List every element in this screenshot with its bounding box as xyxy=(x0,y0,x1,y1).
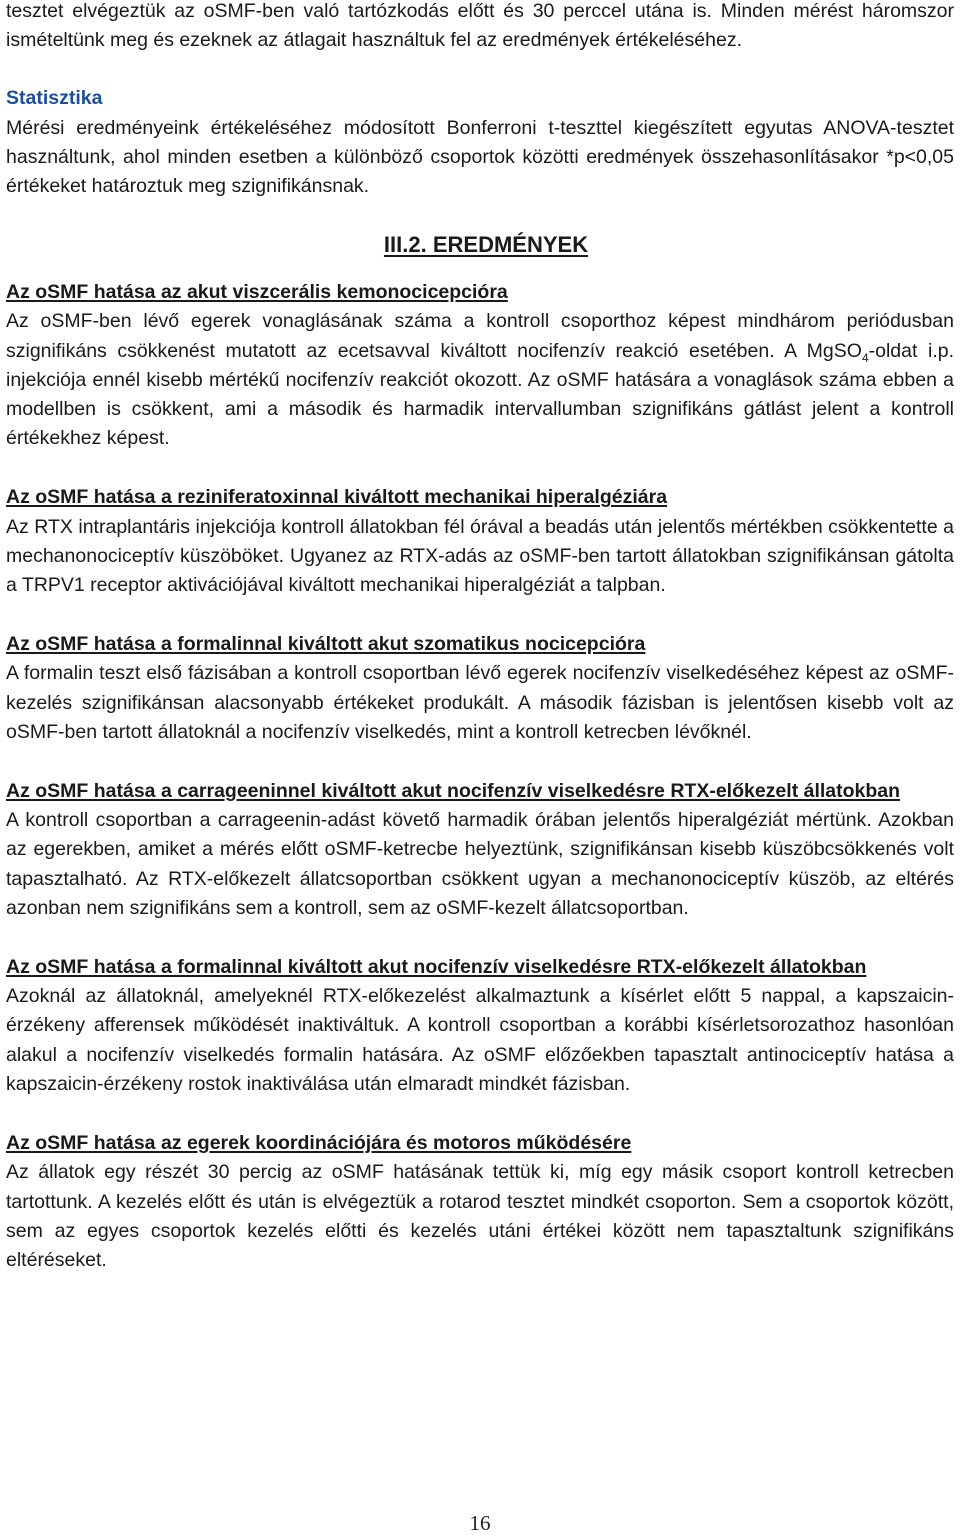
section-paragraph: A formalin teszt első fázisában a kontroll csoportban lévő egerek nocifenzív viselkedéséhez képest az oSMF-kezelés szignifikánsan alacsonyabb értékeket produkált. A második fázisban is jelentősen kisebb volt az oSMF-ben tartott állatoknál a nocifenzív viselkedés, mint a kontroll ketrecben lévőknél. xyxy=(6,662,954,743)
intro-paragraph: tesztet elvégeztük az oSMF-ben való tartózkodás előtt és 30 perccel utána is. Minden mérést háromszor ismételtünk meg és ezeknek az átlagait használtuk fel az eredmények értékeléséhez. xyxy=(6,0,954,52)
section-title-text: III.2. EREDMÉNYEK xyxy=(383,232,589,258)
page-content xyxy=(6,0,954,1305)
section-heading: Az oSMF hatása az egerek koordinációjára és motoros működésére xyxy=(6,1132,632,1155)
section-paragraph: A kontroll csoportban a carrageenin-adást követő harmadik órában jelentős hiperalgéziát mértünk. Azokban az egerekben, amiket a mérés előtt oSMF-ketrecbe helyeztünk, szignifikánsan kisebb küszöbcsökkenés volt tapasztalható. Az RTX-előkezelt állatcsoportban csökkent ugyan a mechanonociceptív küszöb, az eltérés azonban nem szignifikáns sem a kontroll, sem az oSMF-kezelt állatcsoportban. xyxy=(6,809,954,919)
section-visceral-chemonociception xyxy=(6,278,954,453)
section-heading: Az oSMF hatása a reziniferatoxinnal kiváltott mechanikai hiperalgéziára xyxy=(6,486,668,509)
page-number: 16 xyxy=(469,1511,491,1535)
section-paragraph: Az állatok egy részét 30 percig az oSMF hatásának tettük ki, míg egy másik csoport kontroll ketrecben tartottunk. A kezelés előtt és után is elvégeztük a rotarod tesztet mindkét csoporton. Sem a csoportok között, sem az egyes csoportok kezelés előtti és kezelés utáni értékei között nem tapasztaltunk szignifikáns eltéréseket. xyxy=(6,1161,954,1271)
section-rtx-mechanical-hyperalgesia xyxy=(6,483,954,600)
section-heading: Az oSMF hatása a formalinnal kiváltott akut szomatikus nocicepcióra xyxy=(6,633,646,656)
statistics-heading: Statisztika xyxy=(6,87,103,110)
subscript-4: 4 xyxy=(861,350,869,365)
section-heading: Az oSMF hatása a formalinnal kiváltott akut nocifenzív viselkedésre RTX-előkezelt állatokban xyxy=(6,956,867,979)
paragraph-text-part: -oldat i.p. injekciója ennél kisebb mértékű nocifenzív reakciót okozott. Az oSMF hatására a vonaglások száma ebben a modellben is csökkent, ami a második és harmadik intervallumban szignifikáns gátlást jelent a kontroll értékekhez képest. xyxy=(6,339,955,450)
section-formalin-rtx-pretreated xyxy=(6,953,954,1099)
section-paragraph: Az RTX intraplantáris injekciója kontroll állatokban fél órával a beadás után jelentős mértékben csökkentette a mechanonociceptív küszöböket. Ugyanez az RTX-adás az oSMF-ben tartott állatokban szignifikánsan gátolta a TRPV1 receptor aktivációjával kiváltott mechanikai hiperalgéziát a talpban. xyxy=(6,515,954,597)
section-heading: Az oSMF hatása a carrageeninnel kiváltott akut nocifenzív viselkedésre RTX-előkezelt állatokban xyxy=(6,780,901,803)
section-title xyxy=(6,230,954,260)
section-paragraph xyxy=(6,307,954,453)
section-motor-coordination xyxy=(6,1129,954,1275)
section-formalin-somatic-nociception xyxy=(6,630,954,747)
section-carrageenin-rtx-pretreated xyxy=(6,777,954,923)
statistics-block xyxy=(6,84,954,201)
section-paragraph: Azoknál az állatoknál, amelyeknél RTX-előkezelést alkalmaztunk a kísérlet előtt 5 nappal, a kapszaicin-érzékeny afferensek működését inaktiváltuk. A kontroll csoportban a korábbi kísérletsorozathoz hasonlóan alakul a nocifenzív viselkedés formalin hatására. Az oSMF előzőekben tapasztalt antinociceptív hatása a kapszaicin-érzékeny rostok inaktiválása után elmaradt mindkét fázisban. xyxy=(6,985,954,1095)
section-heading: Az oSMF hatása az akut viszcerális kemonocicepcióra xyxy=(6,281,508,304)
paragraph-text-part: Az oSMF-ben lévő egerek vonaglásának száma a kontroll csoporthoz képest mindhárom periódusban szignifikáns csökkenést mutatott az ecetsavval kiváltott nocifenzív reakció esetében. A MgSO xyxy=(6,310,954,362)
statistics-paragraph: Mérési eredményeink értékeléséhez módosított Bonferroni t-teszttel kiegészített egyutas ANOVA-tesztet használtunk, ahol minden esetben a különböző csoportok közötti eredmények összehasonlításakor *p<0,05 értékeket határoztuk meg szignifikánsnak. xyxy=(6,116,954,198)
